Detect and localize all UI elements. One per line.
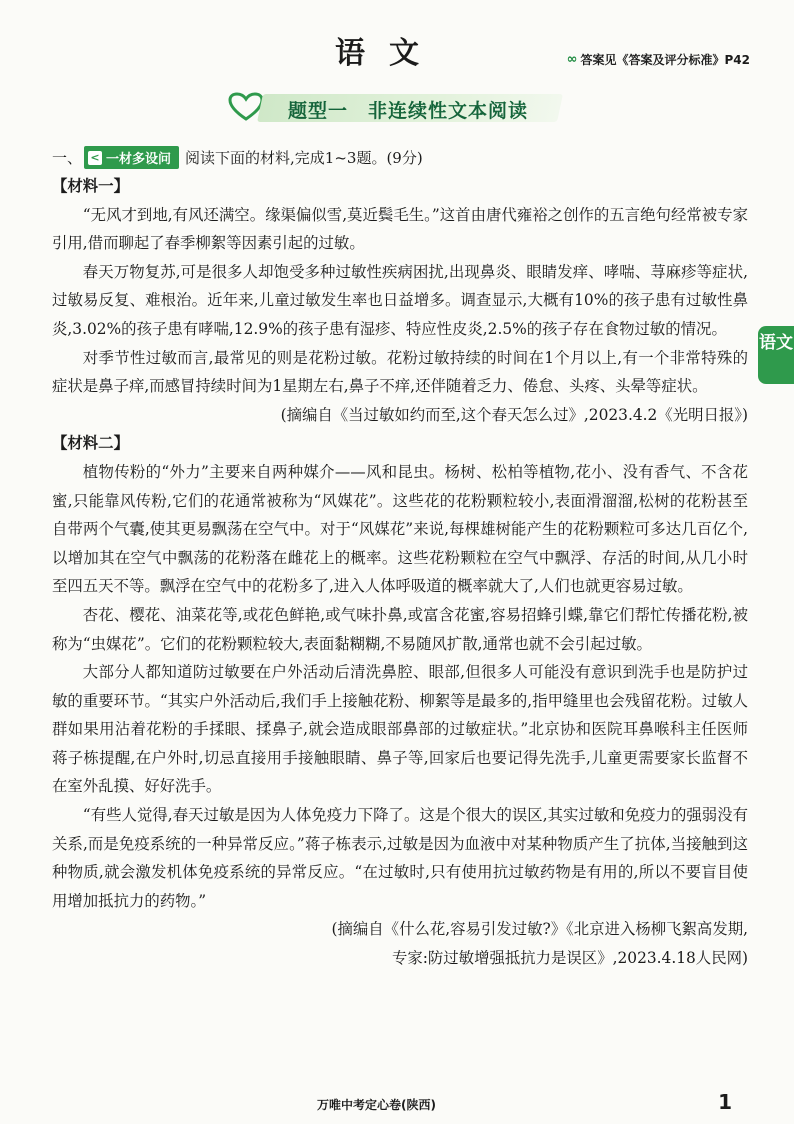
question-number: 一、	[52, 149, 83, 167]
section-title: 题型一 非连续性文本阅读	[288, 100, 529, 122]
answer-reference	[567, 51, 750, 68]
subject-side-tab: 语文	[758, 326, 794, 384]
link-icon: ∞	[566, 52, 578, 67]
subject-title: 语文	[335, 36, 443, 71]
paragraph: 春天万物复苏,可是很多人却饱受多种过敏性疾病困扰,出现鼻炎、眼睛发痒、哮喘、荨麻疹等症状,过敏易反复、难根治。近年来,儿童过敏发生率也日益增多。调查显示,大概有10%的孩子患有过敏性鼻炎,3.02%的孩子患有哮喘,12.9%的孩子患有湿疹、特应性皮炎,2.5%的孩子存在食物过敏的情况。	[52, 262, 748, 338]
book-title: 万唯中考定心卷(陕西)	[317, 1098, 436, 1112]
answer-reference-text: 答案见《答案及评分标准》P42	[580, 53, 750, 67]
paragraph: 杏花、樱花、油菜花等,或花色鲜艳,或气味扑鼻,或富含花蜜,容易招蜂引蝶,靠它们帮忙传播花粉,被称为“虫媒花”。它们的花粉颗粒较大,表面黏糊糊,不易随风扩散,通常也就不会引起过敏。	[52, 605, 748, 653]
paragraph: “有些人觉得,春天过敏是因为人体免疫力下降了。这是个很大的误区,其实过敏和免疫力的强弱没有关系,而是免疫系统的一种异常反应。”蒋子栋表示,过敏是因为血液中对某种物质产生了抗体,当接触到这种物质,就会激发机体免疫系统的异常反应。“在过敏时,只有使用抗过敏药物是有用的,所以不要盲目使用增加抵抗力的药物。”	[52, 806, 748, 910]
paragraph: “无风才到地,有风还满空。缘渠偏似雪,莫近鬓毛生。”这首由唐代雍裕之创作的五言绝句经常被专家引用,借而聊起了春季柳絮等因素引起的过敏。	[52, 205, 748, 253]
material-1-source: (摘编自《当过敏如约而至,这个春天怎么过》,2023.4.2《光明日报》)	[280, 405, 748, 424]
question-tag-label: 一材多设问	[106, 152, 172, 167]
paragraph: 大部分人都知道防过敏要在户外活动后清洗鼻腔、眼部,但很多人可能没有意识到洗手也是防护过敏的重要环节。“其实户外活动后,我们手上接触花粉、柳絮等是最多的,指甲缝里也会残留花粉。过敏人群如果用沾着花粉的手揉眼、揉鼻子,就会造成眼部鼻部的过敏症状。”北京协和医院耳鼻喉科主任医师蒋子栋提醒,在户外时,切忌直接用手接触眼睛、鼻子等,回家后也要记得先洗手,儿童更需要家长监督不在室外乱摸、好好洗手。	[52, 663, 748, 796]
paragraph: 对季节性过敏而言,最常见的则是花粉过敏。花粉过敏持续的时间在1个月以上,有一个非常特殊的症状是鼻子痒,而感冒持续时间为1星期左右,鼻子不痒,还伴随着乏力、倦怠、头疼、头晕等症状。	[52, 348, 748, 396]
material-2-source-line-2: 专家:防过敏增强抵抗力是误区》,2023.4.18人民网)	[391, 949, 748, 968]
question-tag	[84, 146, 179, 169]
question-instruction: 阅读下面的材料,完成1~3题。(9分)	[185, 149, 423, 167]
page-number: 1	[718, 1090, 732, 1114]
material-2-heading: 【材料二】	[52, 434, 129, 453]
question-line	[52, 146, 423, 169]
paragraph: 植物传粉的“外力”主要来自两种媒介——风和昆虫。杨树、松柏等植物,花小、没有香气、不含花蜜,只能靠风传粉,它们的花通常被称为“风媒花”。这些花的花粉颗粒较小,表面滑溜溜,松树的花粉甚至自带两个气囊,使其更易飘荡在空气中。对于“风媒花”来说,每棵雄树能产生的花粉颗粒可多达几百亿个,以增加其在空气中飘荡的花粉落在雌花上的概率。这些花粉颗粒在空气中飘浮、存活的时间,从几小时至四五天不等。飘浮在空气中的花粉多了,进入人体呼吸道的概率就大了,人们也就更容易过敏。	[52, 462, 748, 596]
share-icon: <	[88, 151, 102, 165]
material-2-source-line-1: (摘编自《什么花,容易引发过敏?》《北京进入杨柳飞絮高发期,	[331, 920, 748, 939]
section-banner	[228, 90, 560, 124]
reading-content	[52, 172, 748, 973]
material-1-heading: 【材料一】	[52, 177, 129, 195]
